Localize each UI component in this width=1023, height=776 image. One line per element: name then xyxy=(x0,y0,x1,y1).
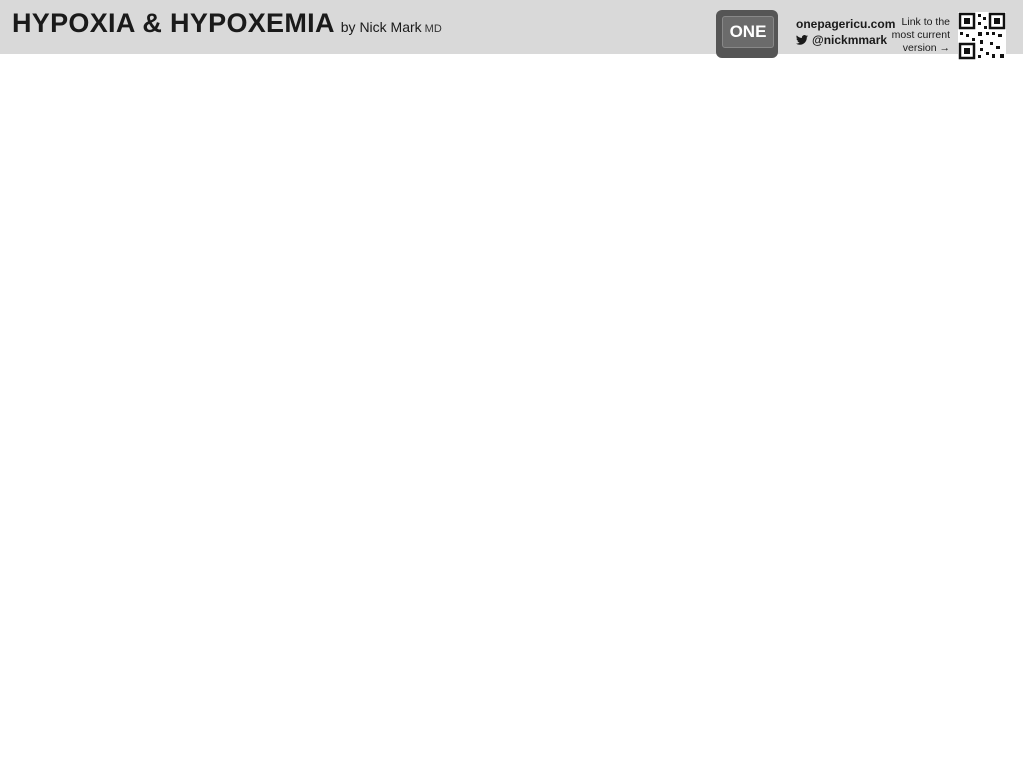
header-links xyxy=(796,16,895,48)
title-text: HYPOXIA & HYPOXEMIA xyxy=(12,8,335,38)
current-version-note: Link to the most current version → xyxy=(891,16,950,54)
twitter-handle: @nickmmark xyxy=(812,33,888,47)
author-text: by Nick Mark xyxy=(340,19,422,35)
onepager-logo xyxy=(716,10,778,58)
twitter-link[interactable] xyxy=(796,32,895,48)
qr-code-icon[interactable] xyxy=(958,12,1006,60)
site-link[interactable]: onepagericu.com xyxy=(796,17,896,31)
author-degree: MD xyxy=(424,23,442,35)
page-title xyxy=(12,8,442,39)
logo-screen: ONE xyxy=(722,16,774,48)
twitter-icon xyxy=(796,35,808,45)
